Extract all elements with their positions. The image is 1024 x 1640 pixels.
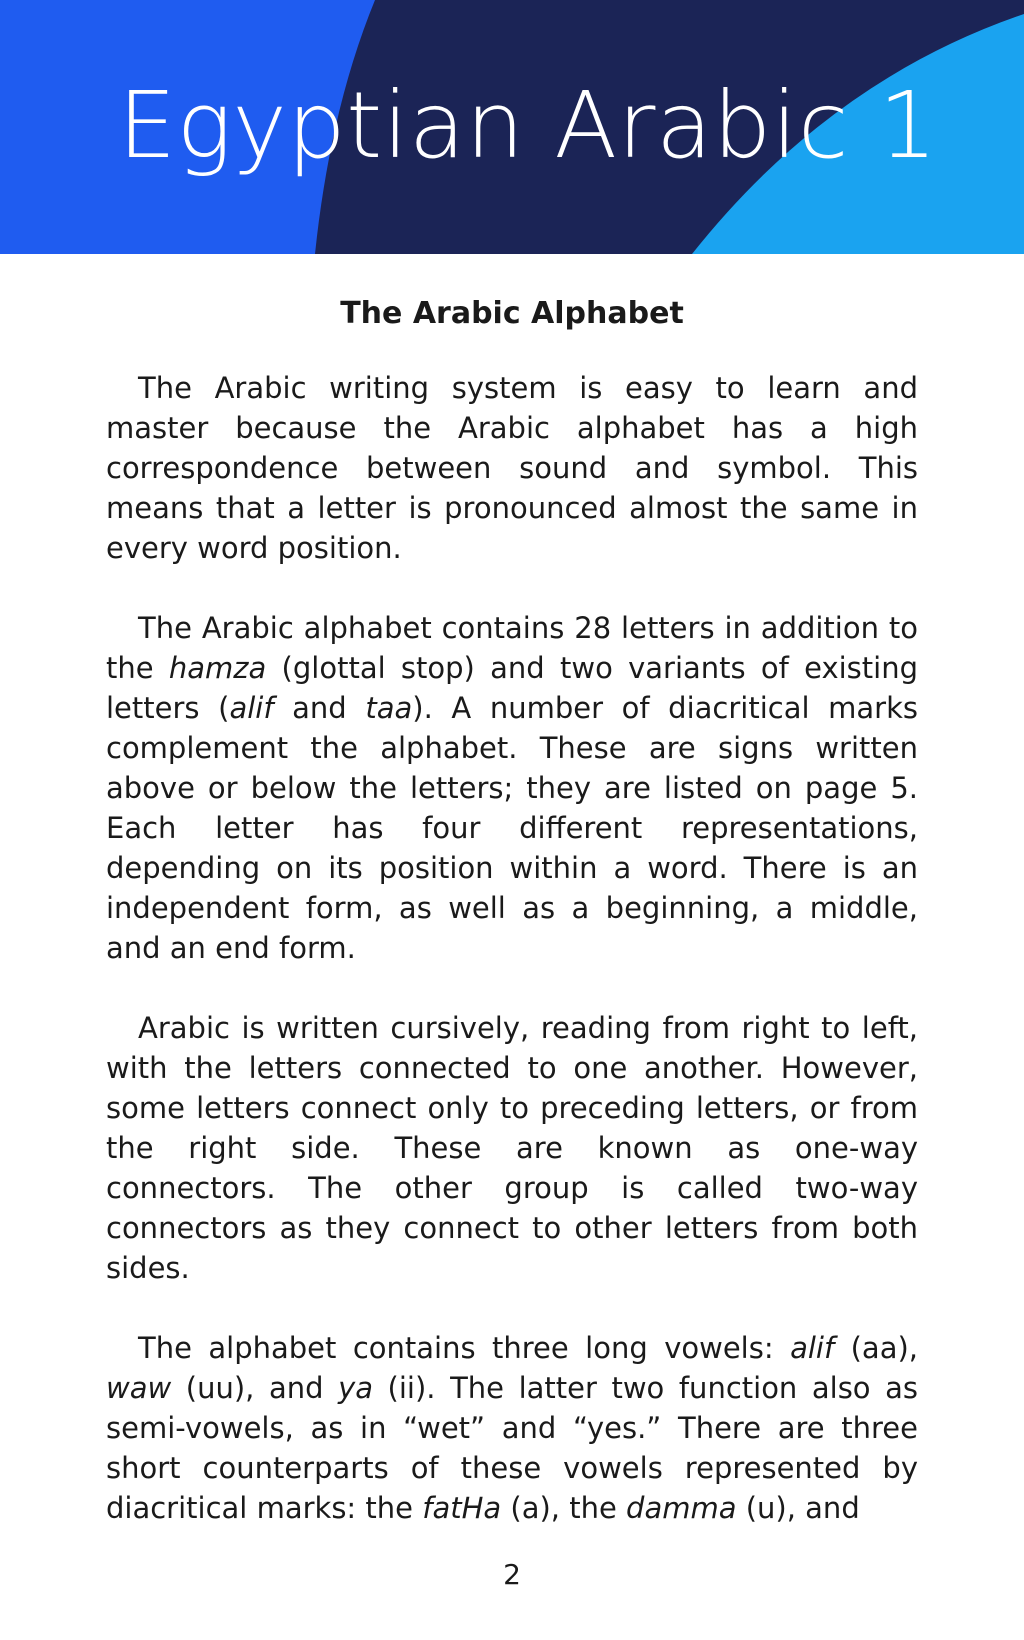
paragraph-text: (u), and [736, 1491, 860, 1525]
book-title: Egyptian Arabic 1 [118, 72, 938, 179]
paragraph-text: and [273, 691, 366, 725]
body-paragraph [106, 368, 918, 568]
italic-term: hamza [168, 651, 267, 685]
body-paragraph [106, 1008, 918, 1288]
italic-term: fatHa [422, 1491, 502, 1525]
body-paragraph [106, 1328, 918, 1528]
title-banner [0, 0, 1024, 254]
section-heading: The Arabic Alphabet [340, 296, 684, 331]
paragraph-text: (a), the [501, 1491, 627, 1525]
paragraph-text: The Arabic alphabet contains 28 letters in addition to the [106, 611, 918, 685]
italic-term: damma [626, 1491, 737, 1525]
paragraph-list [106, 368, 918, 1528]
paragraph-text: The alphabet contains three long vowels: [138, 1331, 791, 1365]
italic-term: ya [338, 1371, 373, 1405]
italic-term: taa [365, 691, 413, 725]
page-number: 2 [503, 1558, 521, 1591]
page-content [106, 296, 918, 1568]
paragraph-text: ). A number of diacritical marks complement the alphabet. These are signs written above or below the letters; they are listed on page 5. Each letter has four different representations, depending on its position within a word. There is an independent form, as well as a beginning, a middle, and an end form. [106, 691, 918, 965]
paragraph-text: The Arabic writing system is easy to learn and master because the Arabic alphabet has a high correspondence between sound and symbol. This means that a letter is pronounced almost the same in every word position. [106, 371, 918, 565]
paragraph-text: Arabic is written cursively, reading from right to left, with the letters connected to one another. However, some letters connect only to preceding letters, or from the right side. These are known as one-way connectors. The other group is called two-way connectors as they connect to other letters from both sides. [106, 1011, 918, 1285]
paragraph-text: (uu), and [171, 1371, 339, 1405]
paragraph-text: (aa), [834, 1331, 919, 1365]
italic-term: waw [106, 1371, 172, 1405]
paragraph-text: (glottal stop) and two variants of existing letters ( [106, 651, 919, 725]
body-paragraph [106, 608, 918, 968]
italic-term: alif [229, 691, 274, 725]
paragraph-text: (ii). The latter two function also as semi-vowels, as in “wet” and “yes.” There are three short counterparts of these vowels represented by diacritical marks: the [106, 1371, 918, 1525]
italic-term: alif [790, 1331, 835, 1365]
